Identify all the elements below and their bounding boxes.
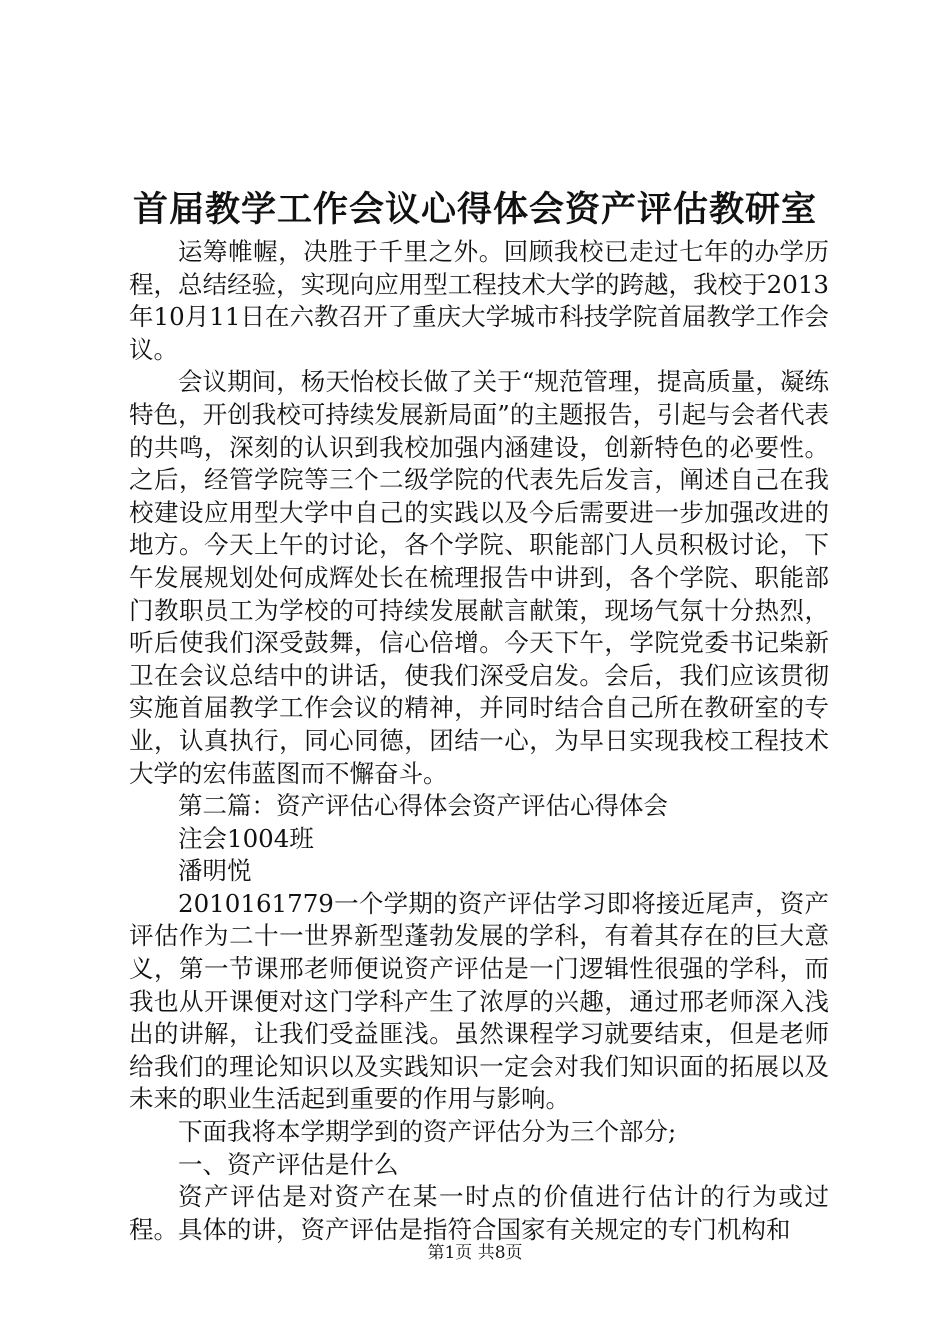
page-footer: 第1页 共8页 <box>427 1243 523 1263</box>
paragraph-outline: 下面我将本学期学到的资产评估分为三个部分; <box>178 1117 677 1147</box>
paragraph-course-reflection: 2010161779一个学期的资产评估学习即将接近尾声，资产评估作为二十一世界新型蓬勃发展的学科，有着其存在的巨大意义，第一节课邢老师便说资产评估是一门逻辑性很强的学科，而我也从开课便对这门学科产生了浓厚的兴趣，通过邢老师深入浅出的讲解，让我们受益匪浅。虽然课程学习就要结束，但是老师给我们的理论知识以及实践知识一定会对我们知识面的拓展以及未来的职业生活起到重要的作用与影响。 <box>129 888 829 1114</box>
document-body <box>129 236 829 1246</box>
paragraph-definition: 资产评估是对资产在某一时点的价值进行估计的行为或过程。具体的讲，资产评估是指符合国家有关规定的专门机构和 <box>129 1182 829 1244</box>
paragraph-section-one-heading: 一、资产评估是什么 <box>178 1149 399 1179</box>
paragraph-author: 潘明悦 <box>178 856 252 886</box>
paragraph-part-two-heading: 第二篇：资产评估心得体会资产评估心得体会 <box>178 791 668 821</box>
paragraph-meeting: 会议期间，杨天怡校长做了关于“规范管理，提高质量，凝练特色，开创我校可持续发展新局面”的主题报告，引起与会者代表的共鸣，深刻的认识到我校加强内涵建设，创新特色的必要性。之后，经管学院等三个二级学院的代表先后发言，阐述自己在我校建设应用型大学中自己的实践以及今后需要进一步加强改进的地方。今天上午的讨论，各个学院、职能部门人员积极讨论，下午发展规划处何成辉处长在梳理报告中讲到，各个学院、职能部门教职员工为学校的可持续发展献言献策，现场气氛十分热烈，听后使我们深受鼓舞，信心倍增。今天下午，学院党委书记柴新卫在会议总结中的讲话，使我们深受启发。会后，我们应该贯彻实施首届教学工作会议的精神，并同时结合自己所在教研室的专业，认真执行，同心同德，团结一心，为早日实现我校工程技术大学的宏伟蓝图而不懈奋斗。 <box>129 367 829 788</box>
document-title: 首届教学工作会议心得体会资产评估教研室 <box>132 189 817 230</box>
paragraph-class: 注会1004班 <box>178 823 314 853</box>
paragraph-intro: 运筹帷幄，决胜于千里之外。回顾我校已走过七年的办学历程，总结经验，实现向应用型工程技术大学的跨越，我校于2013年10月11日在六教召开了重庆大学城市科技学院首届教学工作会议。 <box>129 237 829 364</box>
